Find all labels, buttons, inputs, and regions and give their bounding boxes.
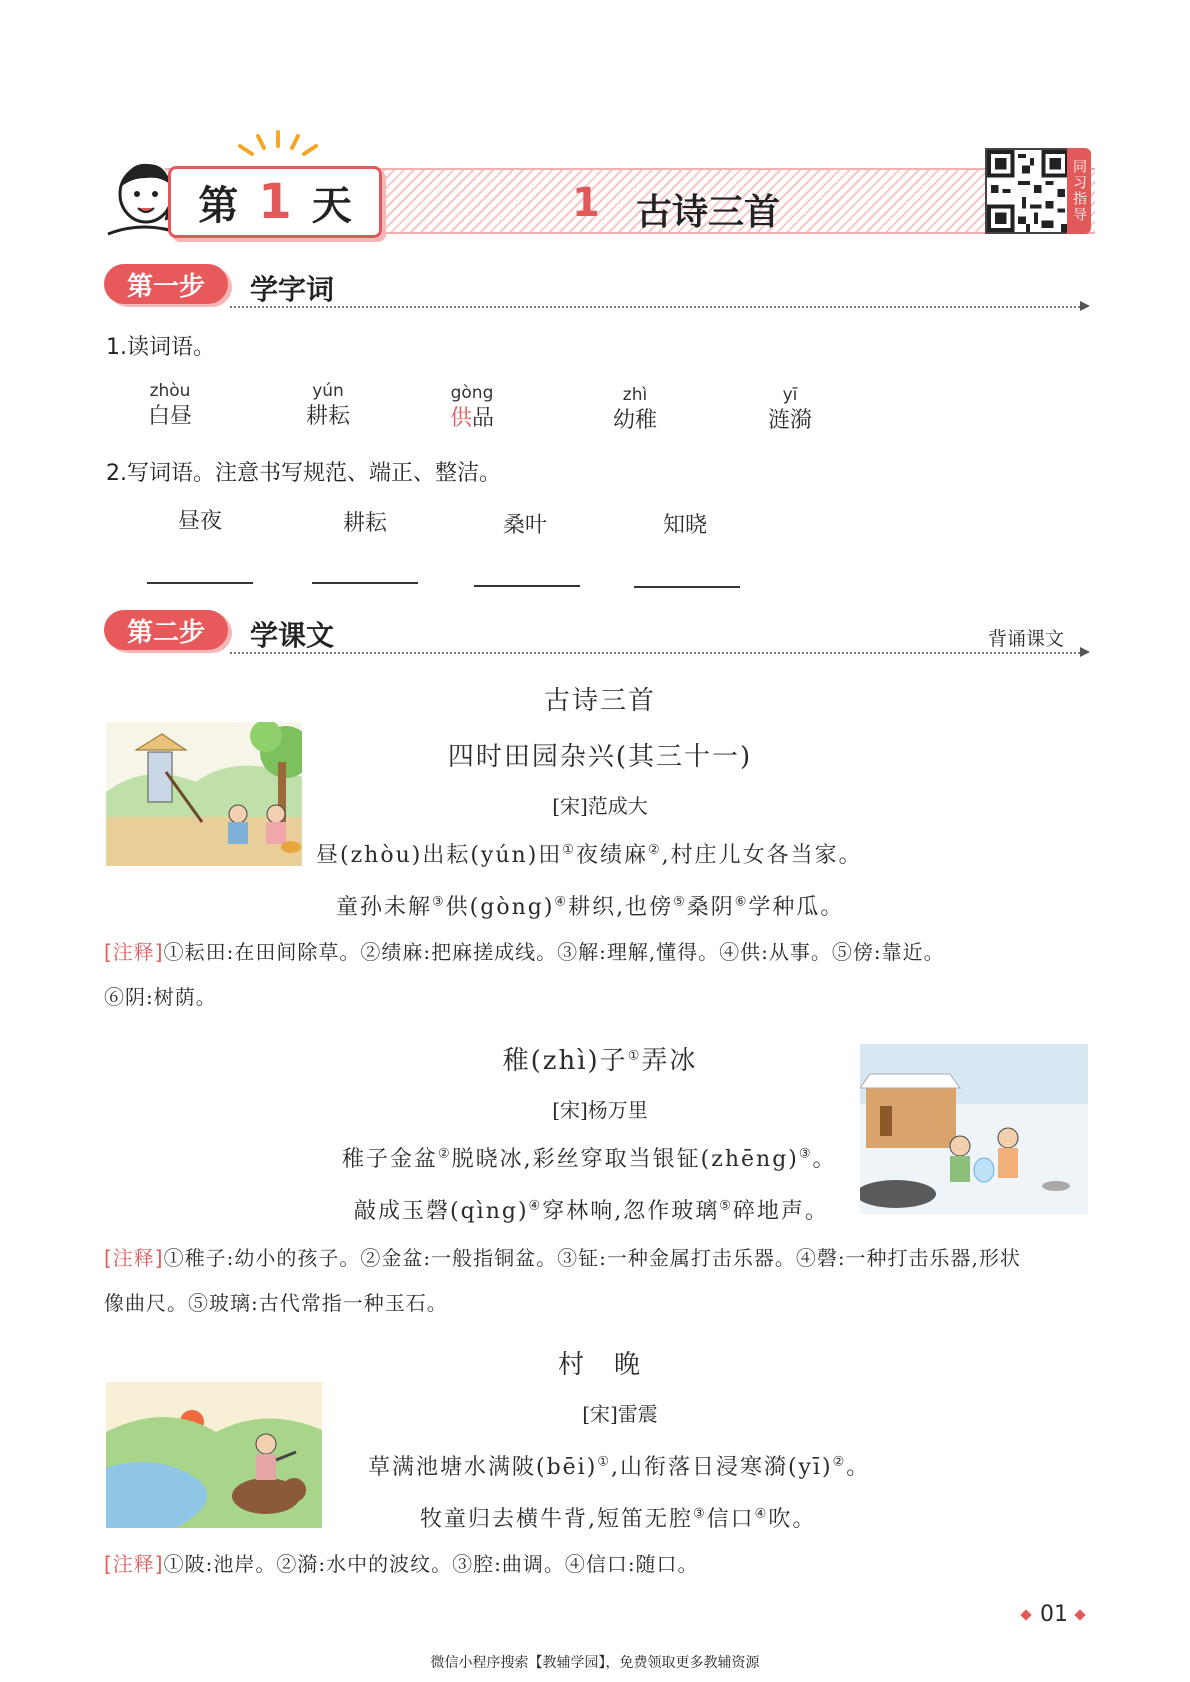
text: 稚(zhì)子 xyxy=(502,1046,628,1076)
write-line-3[interactable] xyxy=(474,585,580,587)
note-ref: ③ xyxy=(693,1506,707,1522)
poem1-notes xyxy=(104,930,1094,1020)
read-word-5 xyxy=(740,384,840,436)
page-diamond-icon xyxy=(1020,1609,1031,1620)
pinyin: zhòu xyxy=(149,381,191,401)
note-text: ①陂:池岸。②漪:水中的波纹。③腔:曲调。④信口:随口。 xyxy=(163,1552,699,1576)
poem3-title: 村 晚 xyxy=(557,1350,642,1380)
question-2-number: 2. xyxy=(106,461,127,486)
write-line-4[interactable] xyxy=(634,586,740,588)
text: 脱晓冰,彩丝穿取当银钲(zhēng) xyxy=(451,1147,799,1172)
page-diamond-icon xyxy=(1074,1609,1085,1620)
char: 漪 xyxy=(790,408,813,433)
text: 耕织,也傍 xyxy=(568,895,674,920)
char: 白 xyxy=(147,404,170,429)
pinyin: gòng xyxy=(450,383,494,403)
note-label: [注释] xyxy=(104,1246,164,1270)
write-line-1[interactable] xyxy=(147,582,253,584)
step2-divider xyxy=(230,652,1080,654)
step2-title: 学课文 xyxy=(250,619,335,652)
poem2-notes xyxy=(104,1236,1094,1326)
note-ref: ① xyxy=(627,1048,642,1064)
question-1: 1.读词语。 xyxy=(106,335,215,360)
poem1-line-1 xyxy=(316,838,863,869)
pinyin: yún xyxy=(312,381,344,401)
read-word-3 xyxy=(422,382,522,434)
day-prefix: 第 xyxy=(198,182,239,229)
char: 耘 xyxy=(328,404,351,429)
text: 昼(zhòu)出耘(yún)田 xyxy=(316,843,563,868)
write-word-4: 知晓 xyxy=(662,513,707,538)
char: 稚 xyxy=(635,408,658,433)
poem2-title xyxy=(440,1040,760,1077)
write-word-3: 桑叶 xyxy=(502,513,547,538)
text: 桑阴 xyxy=(686,895,735,920)
char-highlight: 供 xyxy=(449,406,472,431)
char: 耕 xyxy=(305,404,328,429)
poem1-title: 四时田园杂兴(其三十一) xyxy=(447,742,753,772)
question-2-text: 写词语。注意书写规范、端正、整洁。 xyxy=(127,461,502,486)
note-ref: ① xyxy=(597,1454,611,1470)
note-ref: ④ xyxy=(554,894,569,910)
read-word-2 xyxy=(278,380,378,432)
step2-arrow-icon xyxy=(1080,647,1090,657)
text: 夜绩麻 xyxy=(575,843,648,868)
note-ref: ③ xyxy=(798,1146,813,1162)
sun-rays-icon xyxy=(228,128,328,168)
text: 弄冰 xyxy=(641,1046,698,1076)
day-badge xyxy=(168,166,382,238)
poem2-line-1 xyxy=(342,1142,837,1173)
step1-arrow-icon xyxy=(1080,301,1090,311)
note-ref: ④ xyxy=(528,1198,543,1214)
text: 吹。 xyxy=(768,1507,817,1532)
poem1-line-2 xyxy=(336,890,844,921)
step1-divider xyxy=(230,306,1080,308)
note-ref: ② xyxy=(647,842,662,858)
text: 信口 xyxy=(706,1507,755,1532)
step2-label: 第二步 xyxy=(104,610,228,650)
poem3-line-2 xyxy=(420,1502,816,1533)
text: ,山衔落日浸寒漪(yī) xyxy=(610,1455,833,1480)
read-word-1 xyxy=(120,380,220,432)
note-ref: ⑤ xyxy=(673,894,687,910)
text: 。 xyxy=(812,1147,837,1172)
text: 穿林响,忽作玻璃 xyxy=(542,1199,720,1224)
note-label: [注释] xyxy=(104,940,164,964)
note-text: ①稚子:幼小的孩子。②金盆:一般指铜盆。③钲:一种金属打击乐器。④磬:一种打击乐器,形状 xyxy=(163,1246,1021,1270)
snow-illustration-icon xyxy=(860,1044,1088,1214)
text: 草满池塘水满陂(bēi) xyxy=(368,1455,598,1480)
read-word-4 xyxy=(585,384,685,436)
char: 昼 xyxy=(170,404,193,429)
text: 。 xyxy=(846,1455,871,1480)
note-ref: ⑥ xyxy=(734,894,749,910)
char: 品 xyxy=(472,406,495,431)
write-word-2: 耕耘 xyxy=(342,511,387,536)
question-2 xyxy=(106,456,501,487)
note-ref: ③ xyxy=(432,894,446,910)
page-number: 01 xyxy=(1040,1602,1068,1627)
step1-title: 学字词 xyxy=(250,273,335,306)
poem3-line-1 xyxy=(368,1450,870,1481)
note-ref: ② xyxy=(438,1146,452,1162)
qr-code-icon[interactable] xyxy=(985,148,1071,234)
pinyin: zhì xyxy=(622,385,648,405)
note-ref: ① xyxy=(562,842,576,858)
poem2-author: [宋]杨万里 xyxy=(552,1098,648,1122)
text: 碎地声。 xyxy=(732,1199,829,1224)
lesson-title: 古诗三首 xyxy=(636,192,781,233)
note-text: ①耘田:在田间除草。②绩麻:把麻搓成线。③解:理解,懂得。④供:从事。⑤傍:靠近。 xyxy=(163,940,945,964)
qr-tab-label: 同习指导 xyxy=(1067,148,1091,234)
text: 敲成玉磬(qìng) xyxy=(354,1199,529,1224)
step1-label: 第一步 xyxy=(104,264,228,304)
poem2-line-2 xyxy=(354,1194,829,1225)
note-text: 像曲尺。⑤玻璃:古代常指一种玉石。 xyxy=(104,1291,448,1315)
text: 童孙未解 xyxy=(336,895,433,920)
cowherd-illustration-icon xyxy=(106,1382,322,1528)
char: 幼 xyxy=(612,408,635,433)
note-text: ⑥阴:树荫。 xyxy=(104,985,217,1009)
text: 稚子金盆 xyxy=(342,1147,439,1172)
farm-illustration-icon xyxy=(106,722,302,866)
day-suffix: 天 xyxy=(311,182,352,229)
text: ,村庄儿女各当家。 xyxy=(661,843,863,868)
pinyin: yī xyxy=(782,385,798,405)
text: 供(gòng) xyxy=(445,895,555,920)
poem1-author: [宋]范成大 xyxy=(552,794,648,818)
note-ref: ② xyxy=(832,1454,847,1470)
note-ref: ⑤ xyxy=(719,1198,733,1214)
poem3-notes xyxy=(104,1542,1094,1587)
text: 学种瓜。 xyxy=(748,895,845,920)
write-line-2[interactable] xyxy=(312,582,418,584)
write-word-1: 昼夜 xyxy=(177,509,222,534)
main-title: 古诗三首 xyxy=(543,686,656,716)
note-ref: ④ xyxy=(754,1506,769,1522)
lesson-number: 1 xyxy=(572,180,600,226)
footer-text: 微信小程序搜索【教辅学园】，免费领取更多教辅资源 xyxy=(430,1655,760,1671)
recite-note: 背诵课文 xyxy=(988,628,1065,650)
text: 牧童归去横牛背,短笛无腔 xyxy=(420,1507,693,1532)
day-number: 1 xyxy=(258,174,292,230)
poem3-author: [宋]雷震 xyxy=(582,1402,658,1426)
char: 涟 xyxy=(767,408,790,433)
note-label: [注释] xyxy=(104,1552,164,1576)
